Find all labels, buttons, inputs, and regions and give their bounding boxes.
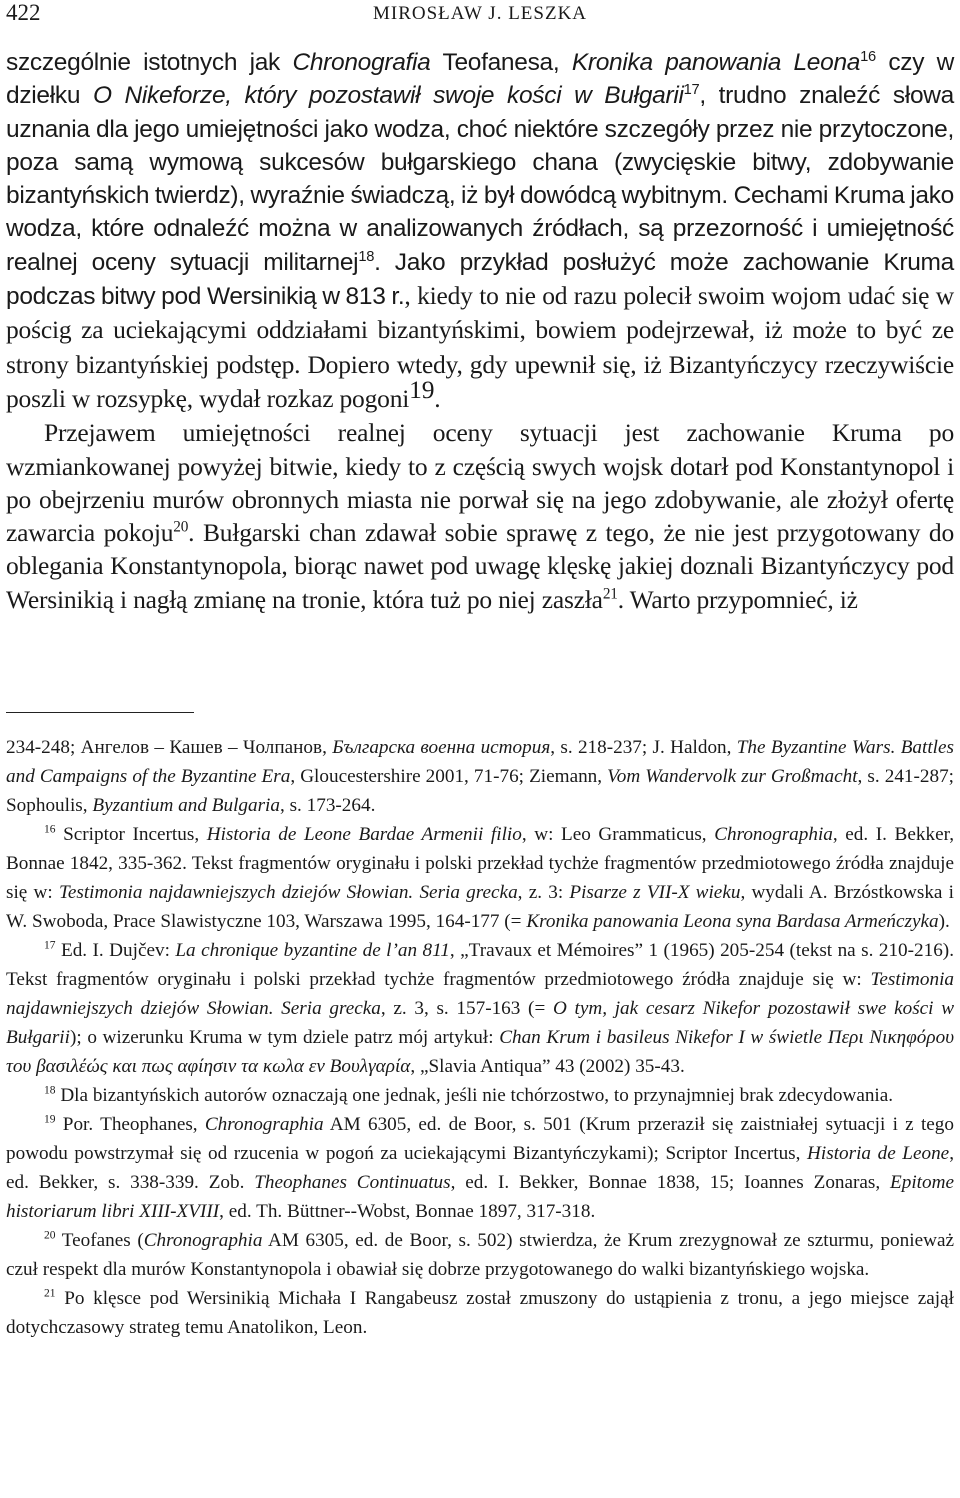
footnote-19 <box>6 1110 954 1226</box>
title-italic: Vom Wandervolk zur Großmacht <box>607 766 858 787</box>
footnote-ref[interactable]: 18 <box>358 248 375 265</box>
footnote-ref[interactable]: 20 <box>173 518 189 536</box>
text-run: Przejawem umiejętności realnej oceny sytuacji jest zachowanie Kruma po wzmiankowanej powyżej bitwie, kiedy to z częścią swych wojsk dotarł pod Konstantynopol i po obejrzeniu murów obronnych miasta nie porwał się na jego zdobywanie, ale złożył ofertę zawarcia pokoju <box>6 418 954 548</box>
title-italic: Testimonia najdawniejszych dziejów Słowian. Seria grecka <box>6 969 954 1019</box>
text-run: , ed. Bekker, s. 338-339. Zob. <box>6 1143 954 1193</box>
footnotes <box>6 733 954 1342</box>
text-run: , „Travaux et Mémoires” 1 (1965) 205-254 (tekst na s. 210-216). Tekst fragmentów oryginału i polski przekład tychże fragmentów przedmiotowego źródła znajduje się w: <box>6 940 954 990</box>
paragraph-2 <box>6 416 954 616</box>
footnote-17 <box>6 936 954 1081</box>
footnote-number: 21 <box>44 1287 56 1300</box>
footnote-20 <box>6 1226 954 1284</box>
text-run: Dla bizantyńskich autorów oznaczają one jednak, jeśli nie tchórzostwo, to przynajmniej brak zdecydowania. <box>55 1085 894 1106</box>
text-run: AM 6305, ed. de Boor, s. 502) stwierdza, że Krum zrezygnował ze szturmu, ponieważ czuł respekt dla murów Konstantynopola i obawiał się dobrze przygotowanego do walki bizantyńskiego wojska. <box>6 1230 954 1280</box>
page-number: 422 <box>6 0 41 25</box>
text-run-serif: , kiedy to nie od razu polecił swoim wojom udać się w pościg za uciekającymi oddziałami bizantyńskimi, bowiem podejrzewał, iż może to być ze strony bizantyńskiej podstęp. Dopiero wtedy, gdy upewnił się, iż Bizantyńczycy rzeczywiście poszli w rozsypkę, wydał rozkaz pogoni <box>6 281 955 413</box>
footnote-ref[interactable]: 21 <box>602 585 618 603</box>
text-run: . Jako przykład posłużyć może zachowanie Kruma podczas bitwy pod Wersinikią w 813 r. <box>6 248 954 311</box>
title-italic: Chronographia <box>714 824 833 845</box>
text-run-serif: . <box>434 383 441 413</box>
text-run: . Warto przypomnieć, iż <box>617 584 858 614</box>
page-header <box>6 0 954 32</box>
text-run: , ed. Th. Büttner--Wobst, Bonnae 1897, 317-318. <box>219 1201 596 1222</box>
text-run: , z. 3: <box>517 882 570 903</box>
title-italic: Testimonia najdawniejszych dziejów Słowian. Seria grecka <box>58 882 518 903</box>
footnote-ref[interactable]: 16 <box>860 48 876 65</box>
title-italic: Kronika panowania Leona <box>571 49 861 76</box>
paragraph-1 <box>6 46 954 416</box>
footnote-continuation <box>6 733 954 820</box>
text-run: , s. 241-287; Sophoulis, <box>6 766 955 816</box>
title-italic: Historia de Leone <box>807 1143 950 1164</box>
title-italic: Historia de Leone Bardae Armenii filio <box>206 824 522 845</box>
title-italic: La chronique byzantine de l’an 811 <box>175 940 450 961</box>
footnote-number: 19 <box>44 1113 56 1126</box>
text-run: szczególnie istotnych jak <box>6 49 293 76</box>
text-run: ). <box>938 911 950 932</box>
text-run: ); o wizerunku Kruma w tym dziele patrz mój artykuł: <box>69 1027 500 1048</box>
footnote-number: 17 <box>44 939 56 952</box>
text-run: , ed. I. Bekker, Bonnae 1838, 15; Ioannes Zonaras, <box>450 1172 891 1193</box>
text-run: . Bułgarski chan zdawał sobie sprawę z tego, że nie jest przygotowany do oblegania Konstantynopola, biorąc nawet pod uwagę klęskę jakiej doznali Bizantyńczycy pod Wersinikią i nagłą zmianę na tronie, która tuż po niej zaszła <box>6 518 954 614</box>
footnote-number: 16 <box>44 823 56 836</box>
footnote-18 <box>6 1081 954 1110</box>
title-italic: Българска военна история <box>332 737 551 758</box>
title-italic: Chronographia <box>143 1230 263 1251</box>
footnote-divider <box>6 712 194 713</box>
title-italic: Byzantium and Bulgaria <box>92 795 280 816</box>
footnote-21 <box>6 1284 954 1342</box>
running-head: MIROSŁAW J. LESZKA <box>372 3 588 24</box>
title-italic: Chan Krum i basileus Nikefor I w świetle Περι Νικηφόρου του βασιλέώς και πως αφίησιν τα κωλα εν Βουλγαρία <box>6 1027 954 1077</box>
title-italic: O Nikeforze, który pozostawił swoje kości w Bułgarii <box>92 82 684 110</box>
text-run: Scriptor Incertus, <box>55 824 207 845</box>
text-run: Teofanes ( <box>55 1230 144 1251</box>
title-italic: The Byzantine Wars. Battles and Campaigns of the Byzantine Era <box>6 737 954 787</box>
text-run: , s. 218-237; J. Haldon, <box>550 737 737 758</box>
text-run: czy w dziełku <box>6 49 955 110</box>
text-run: , w: Leo Grammaticus, <box>521 824 715 845</box>
footnote-number: 20 <box>44 1229 56 1242</box>
text-run: AM 6305, ed. de Boor, s. 501 (Krum przeraził się zaistniałej sytuacji i z tego powodu powstrzymał się od rzucenia w pogoń za uciekającymi Bizantyńczykami); Scriptor Incertus, <box>6 1114 954 1164</box>
text-run: , s. 173-264. <box>279 795 376 816</box>
text-run: , „Slavia Antiqua” 43 (2002) 35-43. <box>410 1056 685 1077</box>
footnote-ref[interactable]: 17 <box>683 82 700 99</box>
text-run: Ed. I. Dujčev: <box>55 940 176 961</box>
title-italic: Pisarze z VII-X wieku <box>569 882 741 903</box>
text-run: , ed. I. Bekker, Bonnae 1842, 335-362. Tekst fragmentów oryginału i polski przekład tychże fragmentów przedmiotowego źródła znajduje się w: <box>6 824 954 903</box>
text-run: , trudno znaleźć słowa uznania dla jego umiejętności jako wodza, choć niektóre szczegóły przez nie przytoczone, poza samą wymową sukcesów bułgarskiego chana (zwycięskie bitwy, zdobywanie bizantyńskich twierdz), wyraźnie świadczą, iż był dowódcą wybitnym. Cechami Kruma jako wodza, które odnaleźć można w analizowanych źródłach, są przezorność i umiejętność realnej oceny sytuacji militarnej <box>6 82 955 276</box>
text-run: Po klęsce pod Wersinikią Michała I Rangabeusz został zmuszony do ustąpienia z tronu, a jego miejsce zajął dotychczasowy strateg temu Anatolikon, Leon. <box>6 1288 954 1338</box>
title-italic: Kronika panowania Leona syna Bardasa Armeńczyka <box>526 911 939 932</box>
text-run: 234-248; Ангелов – Кашев – Чолпанов, <box>6 737 333 758</box>
text-run: , Gloucestershire 2001, 71-76; Ziemann, <box>290 766 608 787</box>
footnote-number: 18 <box>44 1084 56 1097</box>
text-run: Teofanesa, <box>430 49 572 76</box>
title-italic: Theophanes Continuatus <box>254 1172 451 1193</box>
text-run: Por. Theophanes, <box>55 1114 205 1135</box>
title-italic: Epitome historiarum libri XIII-XVIII <box>6 1172 954 1222</box>
text-run: , wydali A. Brzóstkowska i W. Swoboda, Prace Slawistyczne 103, Warszawa 1995, 164-177 (= <box>6 882 954 932</box>
title-italic: O tym, jak cesarz Nikefor pozostawił swe kości w Bułgarii <box>6 998 954 1048</box>
footnote-ref[interactable]: 19 <box>409 374 435 404</box>
main-text <box>6 46 954 616</box>
title-italic: Chronografia <box>292 49 431 76</box>
text-run: , z. 3, s. 157-163 (= <box>380 998 553 1019</box>
footnote-16 <box>6 820 954 936</box>
title-italic: Chronographia <box>204 1114 324 1135</box>
